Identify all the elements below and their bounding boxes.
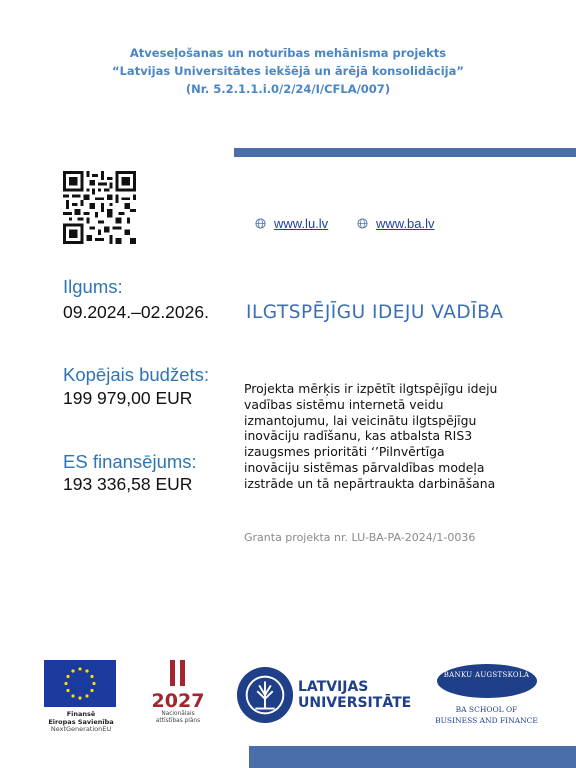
nap-2027-logo [148,660,208,724]
header-line-1: Atveseļošanas un noturības mehānisma projekts [129,46,447,60]
nap-line-2: attīstības plāns [155,717,201,724]
duration-value: 09.2024.–02.2026. [63,302,209,322]
eu-logo-line-1: Finansē [66,710,96,718]
globe-icon [357,218,368,229]
eu-logo-line-3: NextGenerationEU [50,725,112,733]
project-title: ILGTSPĒJĪGU IDEJU VADĪBA [246,302,504,323]
grant-number: Granta projekta nr. LU-BA-PA-2024/1-0036 [244,531,476,544]
link-ba[interactable] [357,216,435,231]
budget-value: 199 979,00 EUR [63,388,193,408]
eu-logo [44,660,118,734]
description-line: Projekta mērķis ir izpētīt ilgtspējīgu ideju [244,381,498,396]
nap-line-1: Nacionālais [161,711,195,717]
eu-funding-label: ES finansējums: [63,451,197,472]
link-lu[interactable] [255,216,328,231]
ba-oval-text: BANKU AUGSTSKOLA [443,671,530,679]
ba-line-2: BUSINESS AND FINANCE [435,716,538,725]
description-line: vadības sistēmu internetā veidu [244,396,444,412]
ba-oval-icon [437,664,537,698]
lu-line-2: UNIVERSITĀTE [298,695,412,711]
ba-line-1: BA SCHOOL OF [455,705,518,714]
link-ba-text[interactable]: www.ba.lv [376,216,435,231]
duration-label: Ilgums: [63,276,123,297]
header-line-3: (Nr. 5.2.1.1.i.0/2/24/I/CFLA/007) [185,82,391,96]
lu-seal-icon [236,666,294,724]
header-line-2: “Latvijas Universitātes iekšējā un ārējā konsolidācija” [112,64,464,78]
budget-label: Kopējais budžets: [63,364,210,385]
top-accent-bar [234,148,576,157]
eu-funding-value: 193 336,58 EUR [63,474,193,494]
lu-line-1: LATVIJAS [298,679,369,695]
project-header [0,44,576,98]
eu-flag-icon [44,660,116,707]
description-line: izmantojumu, lai veicinātu ilgtspējīgu [244,412,477,428]
description-line: izstrāde un tā nepārtraukta darbināšana [244,475,496,491]
description-line: inovāciju sistēmas pārvaldības modeļa [244,459,485,475]
description-line: inovāciju radīšanu, kas atbalsta RIS3 [244,428,473,444]
eu-logo-line-2: Eiropas Savienība [48,717,114,726]
bottom-accent-bar [249,746,576,768]
link-lu-text[interactable]: www.lu.lv [274,216,329,231]
globe-icon [255,218,266,229]
nap-year: 2027 [151,690,205,712]
description-line: izaugsmes prioritāti ‘’Pilnvērtīga [244,444,445,460]
qr-code-icon[interactable] [63,171,136,244]
ba-logo [434,664,539,726]
project-description [244,381,514,492]
nap-bars-icon [166,660,190,686]
